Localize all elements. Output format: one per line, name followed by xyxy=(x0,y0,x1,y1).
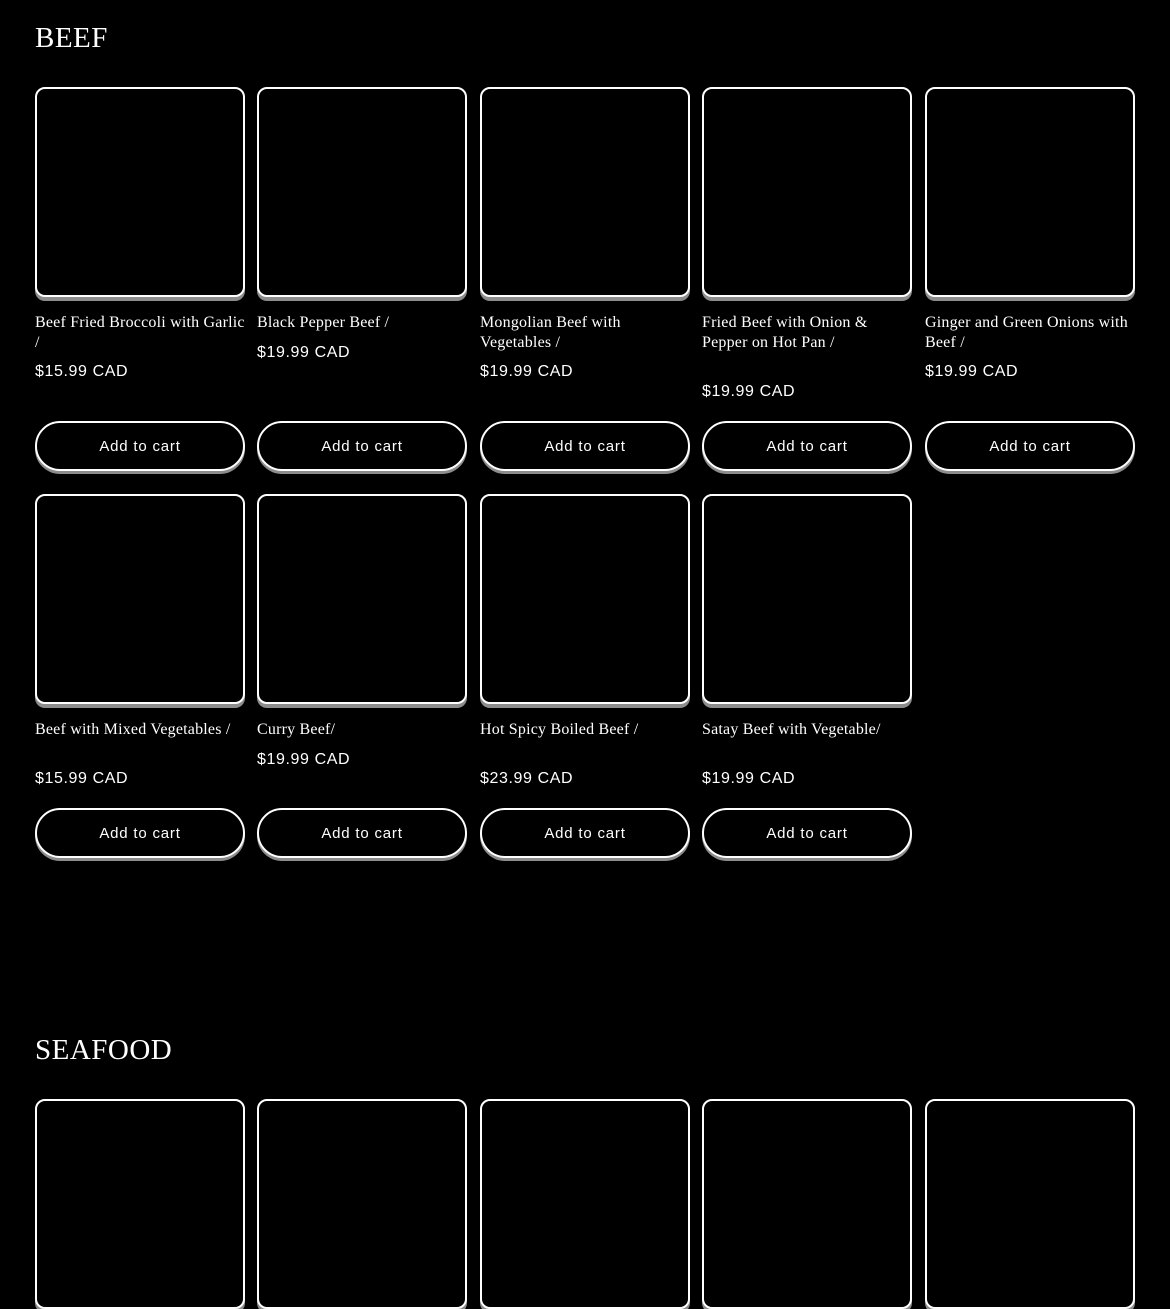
product-image[interactable] xyxy=(480,494,690,704)
product-image[interactable] xyxy=(702,494,912,704)
product-price: $15.99 CAD xyxy=(35,770,129,787)
product-image[interactable] xyxy=(925,87,1135,297)
product-title[interactable]: Mongolian Beef with Vegetables / xyxy=(480,314,621,351)
product-price: $19.99 CAD xyxy=(702,770,796,787)
product-image[interactable] xyxy=(35,494,245,704)
section-title-seafood: SEAFOOD xyxy=(35,1034,173,1066)
product-title[interactable]: Beef with Mixed Vegetables / xyxy=(35,721,231,738)
product-image[interactable] xyxy=(702,1099,912,1309)
product-image[interactable] xyxy=(35,1099,245,1309)
product-price: $19.99 CAD xyxy=(925,363,1019,380)
product-price: $19.99 CAD xyxy=(480,363,574,380)
product-title[interactable]: Beef Fried Broccoli with Garlic / xyxy=(35,314,245,351)
product-title[interactable]: Ginger and Green Onions with Beef / xyxy=(925,314,1128,351)
add-to-cart-button[interactable]: Add to cart xyxy=(480,421,690,471)
product-title[interactable]: Satay Beef with Vegetable/ xyxy=(702,721,881,738)
product-image[interactable] xyxy=(257,1099,467,1309)
add-to-cart-button[interactable]: Add to cart xyxy=(35,421,245,471)
product-title[interactable]: Curry Beef/ xyxy=(257,721,336,738)
product-price: $19.99 CAD xyxy=(257,344,351,361)
add-to-cart-button[interactable]: Add to cart xyxy=(702,808,912,858)
section-title-beef: BEEF xyxy=(35,22,108,54)
product-image[interactable] xyxy=(257,87,467,297)
product-title[interactable]: Fried Beef with Onion & Pepper on Hot Pan / xyxy=(702,314,868,351)
product-price: $19.99 CAD xyxy=(257,751,351,768)
add-to-cart-button[interactable]: Add to cart xyxy=(925,421,1135,471)
add-to-cart-button[interactable]: Add to cart xyxy=(257,421,467,471)
add-to-cart-button[interactable]: Add to cart xyxy=(257,808,467,858)
product-price: $19.99 CAD xyxy=(702,383,796,400)
add-to-cart-button[interactable]: Add to cart xyxy=(480,808,690,858)
product-image[interactable] xyxy=(702,87,912,297)
add-to-cart-button[interactable]: Add to cart xyxy=(702,421,912,471)
product-image[interactable] xyxy=(480,87,690,297)
product-price: $23.99 CAD xyxy=(480,770,574,787)
product-image[interactable] xyxy=(480,1099,690,1309)
product-title[interactable]: Hot Spicy Boiled Beef / xyxy=(480,721,639,738)
product-image[interactable] xyxy=(257,494,467,704)
product-price: $15.99 CAD xyxy=(35,363,129,380)
add-to-cart-button[interactable]: Add to cart xyxy=(35,808,245,858)
product-image[interactable] xyxy=(35,87,245,297)
product-image[interactable] xyxy=(925,1099,1135,1309)
product-title[interactable]: Black Pepper Beef / xyxy=(257,314,390,331)
